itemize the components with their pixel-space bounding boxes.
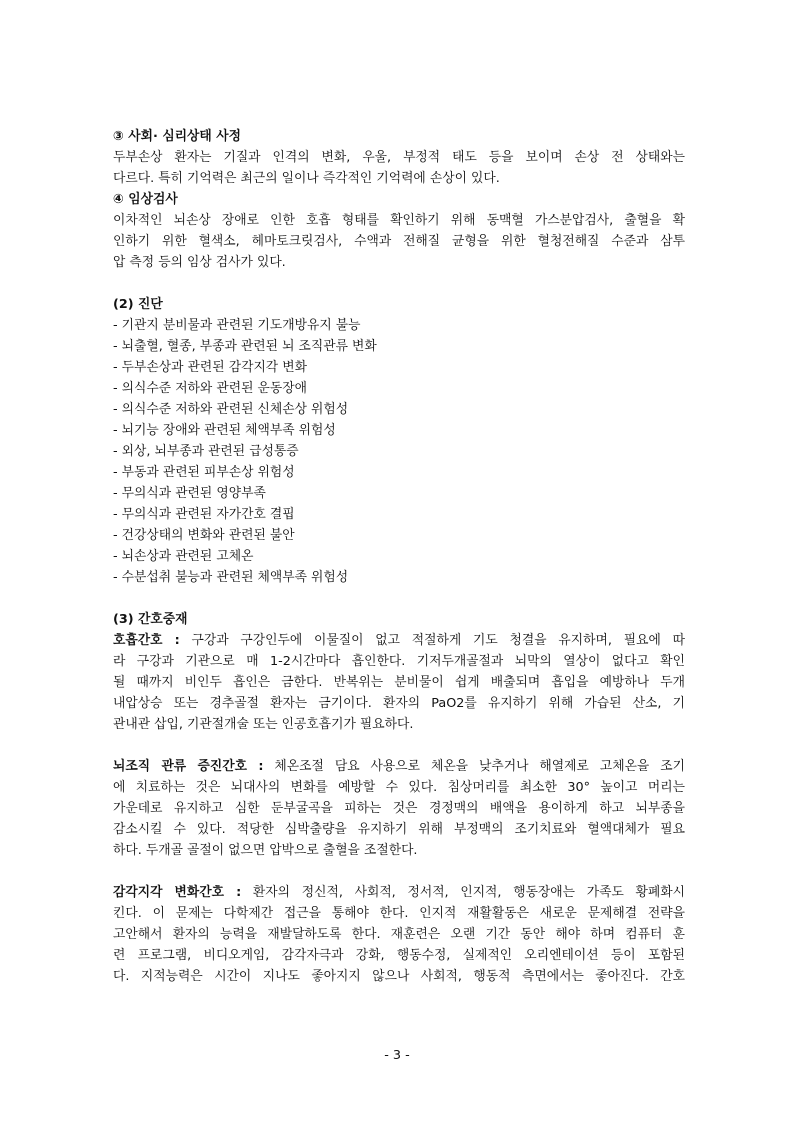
paragraph-respiratory-care bbox=[113, 630, 685, 735]
list-item: - 뇌출혈, 혈종, 부종과 관련된 뇌 조직관류 변화 bbox=[113, 339, 377, 354]
list-item: - 두부손상과 관련된 감각지각 변화 bbox=[113, 360, 307, 375]
paragraph-text: 체온조절 담요 사용으로 체온을 낮추거나 해열제로 고체온을 조기 bbox=[263, 759, 685, 774]
paragraph-line: 라 구강과 기관으로 매 1-2시간마다 흡인한다. 기저두개골절과 뇌막의 열상이 없다고 확인 bbox=[113, 654, 685, 669]
section-heading-intervention: (3) 간호중재 bbox=[113, 612, 188, 627]
paragraph-label: 호흡간호 : bbox=[113, 633, 180, 648]
list-item: - 부동과 관련된 피부손상 위험성 bbox=[113, 465, 295, 480]
paragraph-sensory-perception-care bbox=[113, 882, 685, 987]
diagnosis-list bbox=[113, 315, 685, 588]
paragraph-brain-perfusion-care bbox=[113, 756, 685, 861]
paragraph-line: 될 때까지 비인두 흡인은 금한다. 반복위는 분비물이 쉽게 배출되며 흡입을 예방하나 두개 bbox=[113, 675, 685, 690]
paragraph-text: 구강과 구강인두에 이물질이 없고 적절하게 기도 청결을 유지하며, 필요에 따 bbox=[179, 633, 685, 648]
paragraph-line: 가운데로 유지하고 심한 둔부굴곡을 피하는 것은 경정맥의 배액을 용이하게 하고 뇌부종을 bbox=[113, 801, 685, 816]
list-item: - 수분섭취 불능과 관련된 체액부족 위험성 bbox=[113, 570, 349, 585]
paragraph-line bbox=[113, 630, 685, 651]
paragraph-line: 압 측정 등의 임상 검사가 있다. bbox=[113, 255, 286, 270]
section-heading-clinical-test: ④ 임상검사 bbox=[113, 192, 178, 207]
section-heading-diagnosis: (2) 진단 bbox=[113, 297, 163, 312]
paragraph-line: 관내관 삽입, 기관절개술 또는 인공호흡기가 필요하다. bbox=[113, 717, 414, 732]
paragraph-line: 에 치료하는 것은 뇌대사의 변화를 예방할 수 있다. 침상머리를 최소한 30° 높이고 머리는 bbox=[113, 780, 685, 795]
document-body bbox=[113, 126, 685, 987]
list-item: - 뇌손상과 관련된 고체온 bbox=[113, 549, 254, 564]
paragraph-line: 이차적인 뇌손상 장애로 인한 호흡 형태를 확인하기 위해 동맥혈 가스분압검사, 출혈을 확 bbox=[113, 213, 685, 228]
paragraph-line: 내압상승 또는 경추골절 환자는 금기이다. 환자의 PaO2를 유지하기 위해 가습된 산소, 기 bbox=[113, 696, 685, 711]
paragraph-label: 뇌조직 관류 증진간호 : bbox=[113, 759, 264, 774]
list-item: - 외상, 뇌부종과 관련된 급성통증 bbox=[113, 444, 299, 459]
paragraph-line: 킨다. 이 문제는 다학제간 접근을 통해야 한다. 인지적 재활활동은 새로운 문제해결 전략을 bbox=[113, 906, 685, 921]
list-item: - 의식수준 저하와 관련된 신체손상 위험성 bbox=[113, 402, 349, 417]
paragraph-label: 감각지각 변화간호 : bbox=[113, 885, 242, 900]
paragraph-line: 다. 지적능력은 시간이 지나도 좋아지지 않으나 사회적, 행동적 측면에서는 좋아진다. 간호 bbox=[113, 969, 685, 984]
list-item: - 뇌기능 장애와 관련된 체액부족 위험성 bbox=[113, 423, 336, 438]
paragraph-line: 련 프로그램, 비디오게임, 감각자극과 강화, 행동수정, 실제적인 오리엔테이션 등이 포함된 bbox=[113, 948, 685, 963]
paragraph-line: 다르다. 특히 기억력은 최근의 일이나 즉각적인 기억력에 손상이 있다. bbox=[113, 171, 500, 186]
paragraph-line: 두부손상 환자는 기질과 인격의 변화, 우울, 부정적 태도 등을 보이며 손상 전 상태와는 bbox=[113, 150, 685, 165]
paragraph-line bbox=[113, 756, 685, 777]
paragraph-line: 하다. 두개골 골절이 없으면 압박으로 출혈을 조절한다. bbox=[113, 843, 418, 858]
paragraph-line: 인하기 위한 혈색소, 헤마토크릿검사, 수액과 전해질 균형을 위한 혈청전해질 수준과 삼투 bbox=[113, 234, 685, 249]
list-item: - 무의식과 관련된 영양부족 bbox=[113, 486, 266, 501]
section-heading-social-psych: ③ 사회· 심리상태 사정 bbox=[113, 129, 241, 144]
paragraph-line: 감소시킬 수 있다. 적당한 심박출량을 유지하기 위해 부정맥의 조기치료와 혈액대체가 필요 bbox=[113, 822, 685, 837]
paragraph-line: 고안해서 환자의 능력을 재발달하도록 한다. 재훈련은 오랜 기간 동안 해야 하며 컴퓨터 훈 bbox=[113, 927, 685, 942]
page-number: - 3 - bbox=[384, 1048, 410, 1063]
list-item: - 기관지 분비물과 관련된 기도개방유지 불능 bbox=[113, 318, 361, 333]
paragraph-text: 환자의 정신적, 사회적, 정서적, 인지적, 행동장애는 가족도 황폐화시 bbox=[241, 885, 685, 900]
list-item: - 건강상태의 변화와 관련된 불안 bbox=[113, 528, 295, 543]
list-item: - 무의식과 관련된 자가간호 결핍 bbox=[113, 507, 295, 522]
list-item: - 의식수준 저하와 관련된 운동장애 bbox=[113, 381, 307, 396]
paragraph-line bbox=[113, 882, 685, 903]
